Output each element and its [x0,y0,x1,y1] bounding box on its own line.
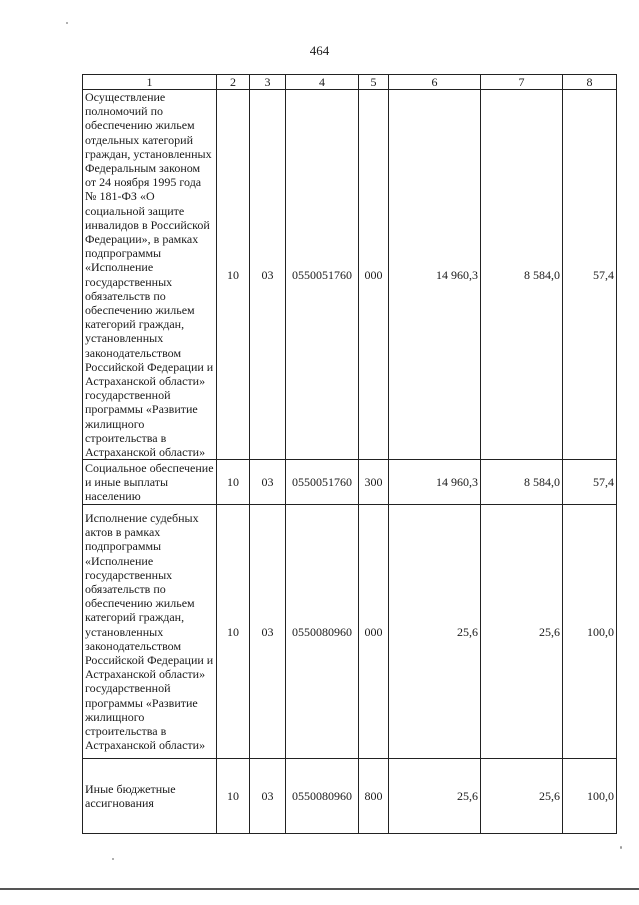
cell-section: 10 [217,759,250,834]
header-cell-7: 7 [481,75,563,90]
page-bottom-rule [0,888,639,890]
cell-expense-type: 800 [359,759,389,834]
cell-planned: 25,6 [389,505,481,759]
cell-target-article: 0550051760 [286,460,359,505]
header-cell-6: 6 [389,75,481,90]
cell-section: 10 [217,505,250,759]
cell-executed: 25,6 [481,759,563,834]
cell-percent: 100,0 [563,759,617,834]
header-cell-3: 3 [250,75,286,90]
table-row [83,90,617,460]
cell-target-article: 0550051760 [286,90,359,460]
cell-planned: 25,6 [389,759,481,834]
cell-percent: 57,4 [563,460,617,505]
cell-subsection: 03 [250,759,286,834]
cell-section: 10 [217,460,250,505]
cell-percent: 57,4 [563,90,617,460]
cell-subsection: 03 [250,505,286,759]
scan-speck [66,22,68,24]
cell-target-article: 0550080960 [286,505,359,759]
cell-planned: 14 960,3 [389,90,481,460]
cell-expense-type: 300 [359,460,389,505]
header-cell-5: 5 [359,75,389,90]
cell-expense-type: 000 [359,90,389,460]
cell-executed: 8 584,0 [481,460,563,505]
cell-subsection: 03 [250,460,286,505]
cell-subsection: 03 [250,90,286,460]
cell-executed: 25,6 [481,505,563,759]
scan-speck [620,846,622,849]
row-description: Социальное обеспечение и иные выплаты населению [83,460,217,505]
cell-planned: 14 960,3 [389,460,481,505]
row-description: Осуществление полномочий по обеспечению жильем отдельных категорий граждан, установленных Федеральным законом от 24 ноября 1995 года № 181-ФЗ «О социальной защите инвалидов в Российской Федерации», в рамках подпрограммы «Исполнение государственных обязательств по обеспечению жильем категорий граждан, установленных законодательством Российской Федерации и Астраханской области» государственной программы «Развитие жилищного строительства в Астраханской области» [83,90,217,460]
cell-expense-type: 000 [359,505,389,759]
cell-section: 10 [217,90,250,460]
scan-speck [112,858,114,860]
header-cell-2: 2 [217,75,250,90]
table-row [83,759,617,834]
cell-executed: 8 584,0 [481,90,563,460]
row-description: Исполнение судебных актов в рамках подпрограммы «Исполнение государственных обязательств по обеспечению жильем категорий граждан, установленных законодательством Российской Федерации и Астраханской области» государственной программы «Развитие жилищного строительства в Астраханской области» [83,505,217,759]
table-row [83,460,617,505]
budget-table [82,74,617,834]
row-description: Иные бюджетные ассигнования [83,759,217,834]
table-row [83,505,617,759]
cell-target-article: 0550080960 [286,759,359,834]
header-cell-8: 8 [563,75,617,90]
cell-percent: 100,0 [563,505,617,759]
header-row [83,75,617,90]
header-cell-1: 1 [83,75,217,90]
page-number: 464 [309,43,330,58]
header-cell-4: 4 [286,75,359,90]
